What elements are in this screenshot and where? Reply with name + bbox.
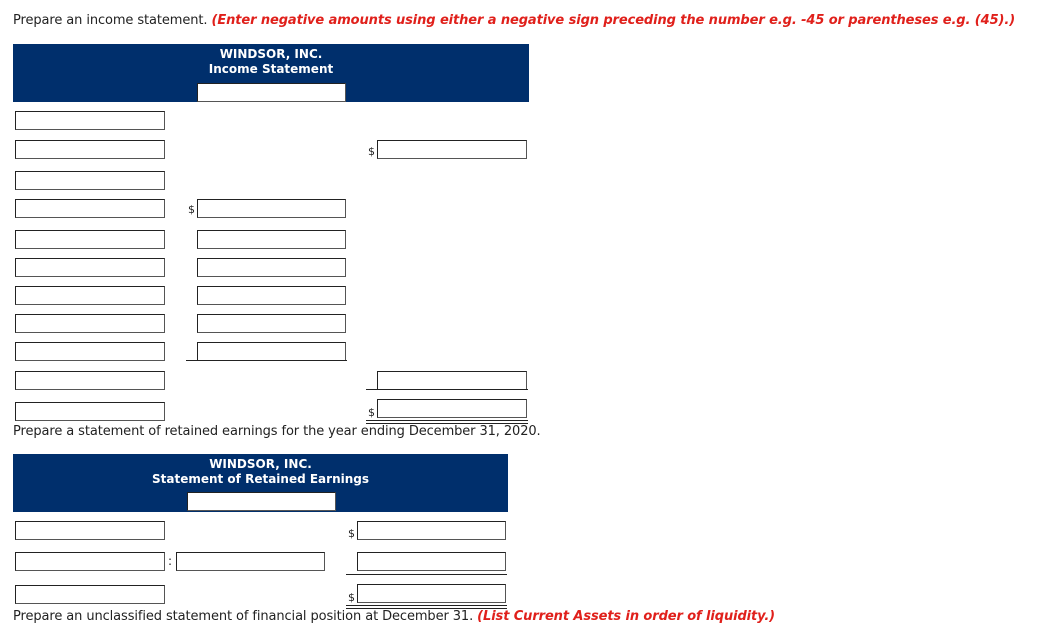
- subtotal-underline: [346, 574, 507, 575]
- income-amount-input[interactable]: [197, 314, 346, 333]
- income-instruction-text: Prepare an income statement.: [13, 13, 208, 28]
- income-instruction: [13, 13, 1015, 28]
- retained-earnings-instruction: Prepare a statement of retained earnings for the year ending December 31, 2020.: [13, 424, 541, 439]
- income-label-input[interactable]: [15, 314, 165, 333]
- income-label-input[interactable]: [15, 371, 165, 390]
- subtotal-underline: [186, 360, 347, 361]
- income-label-input[interactable]: [15, 286, 165, 305]
- total-double-underline: [366, 420, 528, 421]
- income-label-input[interactable]: [15, 258, 165, 277]
- income-label-input[interactable]: [15, 230, 165, 249]
- income-amount-input[interactable]: [197, 342, 346, 361]
- retained-label-input[interactable]: [15, 585, 165, 604]
- dollar-sign: $: [368, 406, 375, 419]
- income-amount-input[interactable]: [197, 199, 346, 218]
- income-total-input[interactable]: [377, 140, 527, 159]
- income-label-input[interactable]: [15, 199, 165, 218]
- income-label-input[interactable]: [15, 111, 165, 130]
- retained-amount-input[interactable]: [357, 521, 506, 540]
- dollar-sign: $: [368, 145, 375, 158]
- income-amount-input[interactable]: [197, 230, 346, 249]
- income-company-name: WINDSOR, INC.: [219, 47, 323, 61]
- liquidity-hint: (List Current Assets in order of liquidity.): [477, 609, 776, 624]
- income-amount-input[interactable]: [197, 286, 346, 305]
- retained-period-input[interactable]: [187, 492, 336, 511]
- net-income-input[interactable]: [377, 399, 527, 418]
- colon-separator: :: [168, 554, 173, 568]
- income-period-input[interactable]: [197, 83, 346, 102]
- retained-inner-amount-input[interactable]: [176, 552, 325, 571]
- income-total-input[interactable]: [377, 371, 527, 390]
- negative-amount-hint: (Enter negative amounts using either a negative sign preceding the number e.g. -45 or parentheses e.g. (45).): [211, 13, 1016, 28]
- dollar-sign: $: [348, 591, 355, 604]
- dollar-sign: $: [188, 203, 195, 216]
- subtotal-underline: [366, 389, 528, 390]
- retained-earnings-total-input[interactable]: [357, 584, 506, 603]
- income-label-input[interactable]: [15, 171, 165, 190]
- income-amount-input[interactable]: [197, 258, 346, 277]
- retained-label-input[interactable]: [15, 521, 165, 540]
- retained-earnings-title: Statement of Retained Earnings: [151, 472, 369, 486]
- retained-amount-input[interactable]: [357, 552, 506, 571]
- dollar-sign: $: [348, 527, 355, 540]
- income-label-input[interactable]: [15, 140, 165, 159]
- income-statement-title: Income Statement: [208, 62, 334, 76]
- income-label-input[interactable]: [15, 402, 165, 421]
- income-label-input[interactable]: [15, 342, 165, 361]
- retained-company-name: WINDSOR, INC.: [209, 457, 312, 471]
- position-instruction: [13, 609, 775, 624]
- total-double-underline: [346, 605, 507, 606]
- retained-label-input[interactable]: [15, 552, 165, 571]
- position-instruction-text: Prepare an unclassified statement of financial position at December 31.: [13, 609, 474, 624]
